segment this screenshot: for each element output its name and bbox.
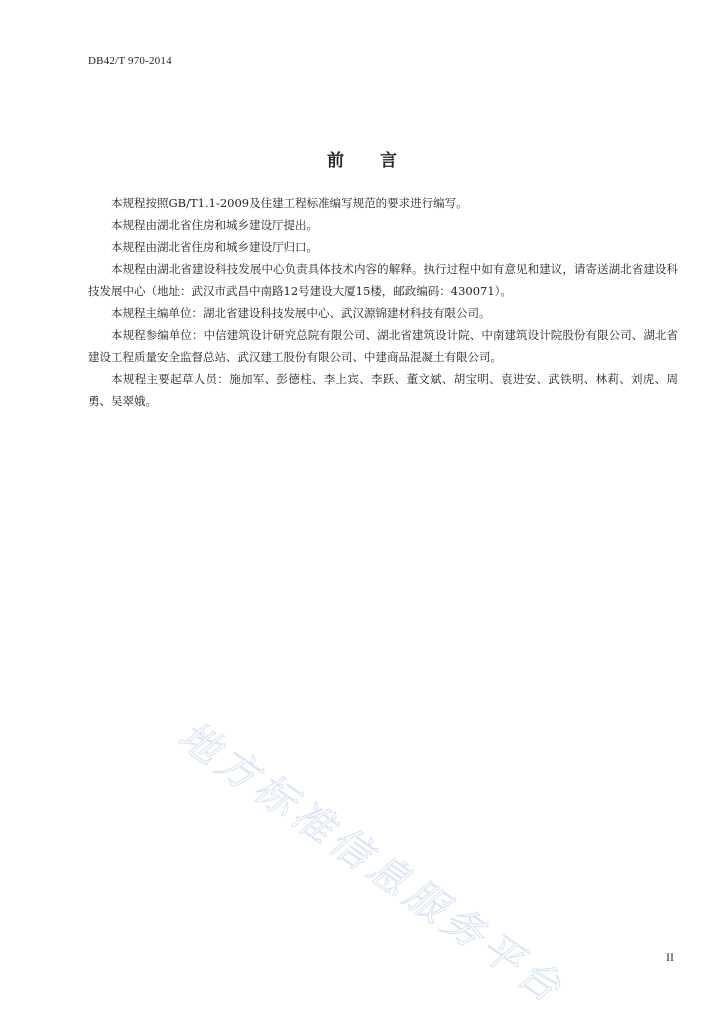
watermark: 地方标准信息服务平台 (169, 712, 573, 1015)
page-title (0, 146, 724, 171)
paragraph-drafters: 本规程主要起草人员：施加军、彭德柱、李上宾、李跃、董文斌、胡宝明、袁进安、武铁明、林莉、刘虎、周勇、吴翠娥。 (88, 372, 678, 408)
title-char-1: 前 (327, 151, 344, 171)
paragraph-managed-by: 本规程由湖北省住房和城乡建设厅归口。 (111, 240, 318, 254)
paragraph-chief-editors: 本规程主编单位：湖北省建设科技发展中心、武汉源锦建材科技有限公司。 (111, 306, 491, 320)
paragraph-standard-basis: 本规程按照GB/T1.1-2009及住建工程标准编写规范的要求进行编写。 (111, 196, 468, 210)
document-code: DB42/T 970-2014 (88, 55, 172, 67)
paragraph-interpretation: 本规程由湖北省建设科技发展中心负责具体技术内容的解释。执行过程中如有意见和建议，请寄送湖北省建设科技发展中心（地址：武汉市武昌中南路12号建设大厦15楼，邮政编码：430071）。 (88, 262, 678, 298)
paragraph-participating-units: 本规程参编单位：中信建筑设计研究总院有限公司、湖北省建筑设计院、中南建筑设计院股份有限公司、湖北省建设工程质量安全监督总站、武汉建工股份有限公司、中建商品混凝土有限公司。 (88, 328, 678, 364)
foreword-body (88, 192, 678, 412)
paragraph-proposed-by: 本规程由湖北省住房和城乡建设厅提出。 (111, 218, 318, 232)
page-number: II (666, 950, 674, 964)
title-char-2: 言 (380, 151, 397, 171)
